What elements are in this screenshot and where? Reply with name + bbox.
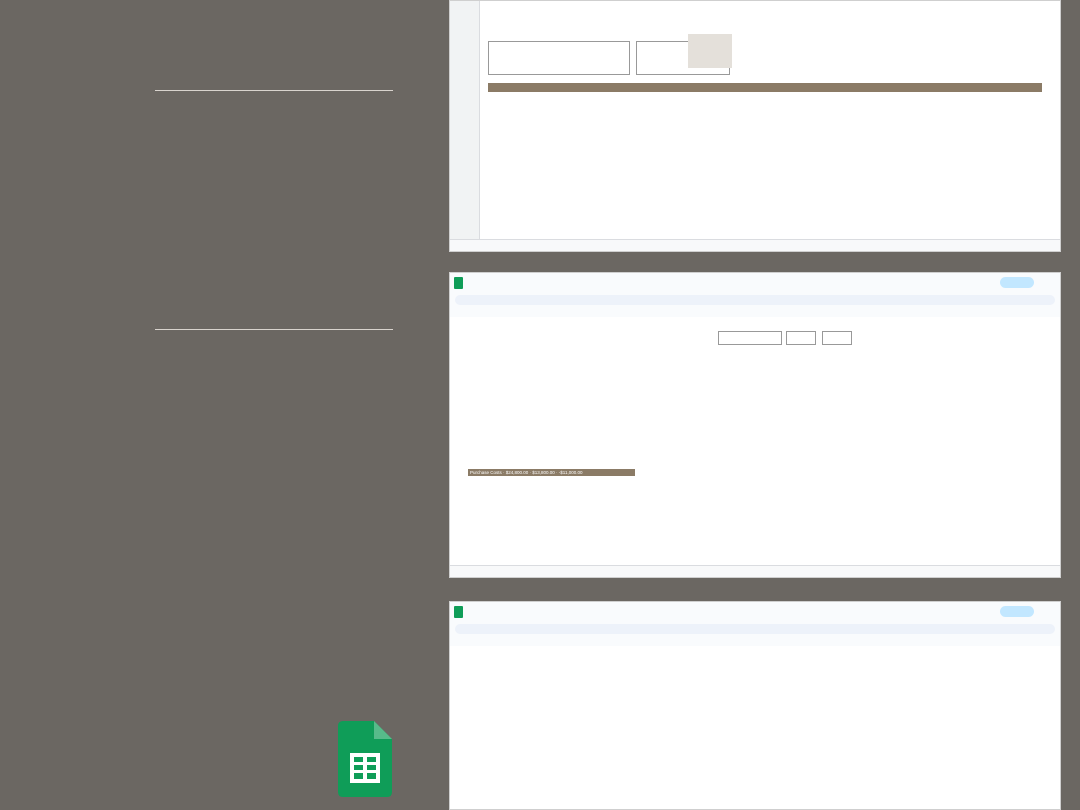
toolbar[interactable]: [455, 624, 1055, 634]
sheets-doc-icon: [454, 606, 463, 618]
contacts-link[interactable]: [786, 331, 816, 345]
cost-comparison-chart: [640, 376, 862, 456]
divider-bottom: [155, 329, 393, 330]
costs-screenshot: [449, 601, 1061, 810]
purchase-costs-table: [468, 469, 635, 476]
view-plan-link[interactable]: [718, 331, 782, 345]
sheets-chrome: [450, 273, 1060, 317]
divider-top: [155, 90, 393, 91]
toolbar[interactable]: [455, 295, 1055, 305]
sheet-tabs: [450, 239, 1060, 251]
reno-budget-chart: [862, 329, 932, 455]
project-info-link[interactable]: [822, 331, 852, 345]
google-sheets-icon: [338, 721, 392, 797]
share-button[interactable]: [1000, 277, 1034, 288]
gantt-date-header: [780, 33, 1042, 79]
row-header-column: [450, 1, 480, 241]
planner-screenshot: [449, 0, 1061, 252]
sheets-doc-icon: [454, 277, 463, 289]
project-start-value[interactable]: [688, 34, 732, 68]
section-header: Purchase Costs · $24,800.00 · $13,800.00 · -$11,000.00: [468, 469, 635, 476]
dashboard-screenshot: [449, 272, 1061, 578]
left-info-panel: [0, 0, 432, 810]
gantt-chart-area: [788, 92, 1042, 234]
sheets-chrome: [450, 602, 1060, 646]
planner-info-box: [488, 41, 630, 75]
table-header: [488, 83, 1042, 92]
share-button[interactable]: [1000, 606, 1034, 617]
planner-table: [488, 83, 1042, 92]
sheet-tabs: [450, 565, 1060, 577]
